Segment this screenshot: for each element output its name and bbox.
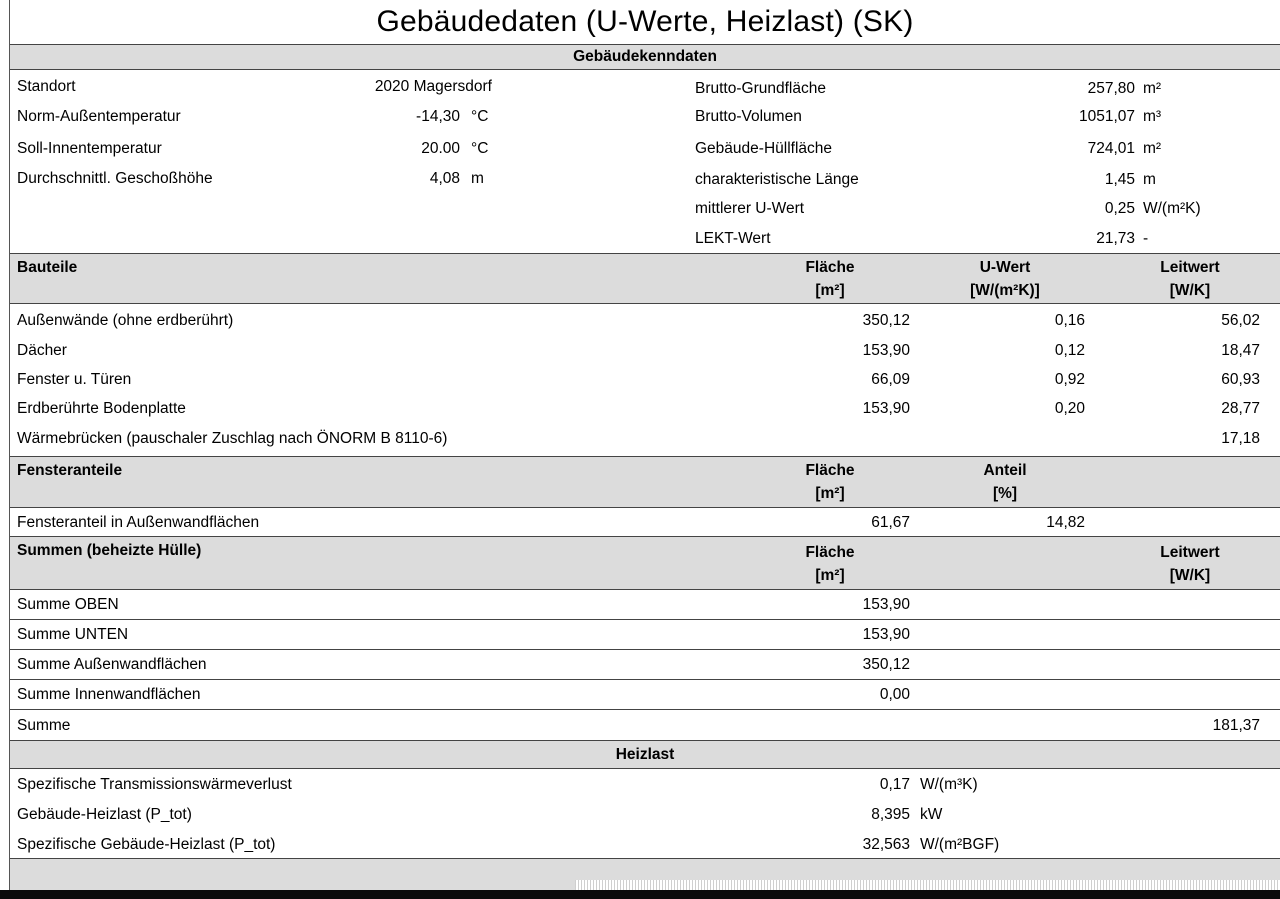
section-header-heizlast: Heizlast — [10, 741, 1280, 768]
page-bottom-edge — [0, 890, 1280, 899]
section-header-fensteranteile: Fensteranteile Fläche [m²] Anteil [%] — [10, 457, 1280, 507]
section-header-kenndaten: Gebäudekenndaten — [10, 45, 1280, 69]
section-header-bauteile: Bauteile Fläche [m²] U-Wert [W/(m²K)] Leitwert [W/K] — [10, 254, 1280, 303]
document-title: Gebäudedaten (U-Werte, Heizlast) (SK) — [376, 5, 914, 38]
document-sheet: Gebäudedaten (U-Werte, Heizlast) (SK) Gebäudekenndaten Standort 2020 Magersdorf Norm-Außentemperatur -14,30 °C Soll-Innentemperatur 20.00 °C Durchschnittl. Geschoßhöhe 4,08 m Brutto-Grundfläche 257,80 m² Brutto-Volumen 1051,07 m³ Gebäude-Hüllfläche 724,01 m² charakteristische Länge 1,45 m mittlerer U-Wert 0,25 W/(m²K) LEKT-Wert 21,73 - Bauteile Fläche [m²] U-Wert [W/(m²K)] Leitwert [W/K] Außenwände (ohne erdberührt) 350,12 0,16 56,02 Dächer 153,90 0,12 18,47 Fenster u. Türen 66,09 0,92 60,93 Erdberührte Bodenplatte 153,90 0,20 28,77 Wärmebrücken (pauschaler Zuschlag nach ÖNORM B 8110-6) 17,18 Fensteranteile Fläche [m²] Anteil [%] Fensteranteil in Außenwandflächen 61,67 14,82 Summen (beheizte Hülle) Fläche [m²] Leitwert [W/K] Summe OBEN 153,90 Summe UNTEN 153,90 Summe Außenwandflächen 350,12 Summe Innenwandflächen 0,00 Summe 181,37 Heizlast Spezifische Transmissionswärmeverlust 0,17 W/(m³K) Gebäude-Heizlast (P_tot) 8,395 kW Spezifische Gebäude-Heizlast (P_tot) 32,563 W/(m²BGF) — [9, 0, 1280, 890]
section-header-summen: Summen (beheizte Hülle) Fläche [m²] Leitwert [W/K] — [10, 537, 1280, 589]
page-edge-dither — [575, 880, 1280, 890]
